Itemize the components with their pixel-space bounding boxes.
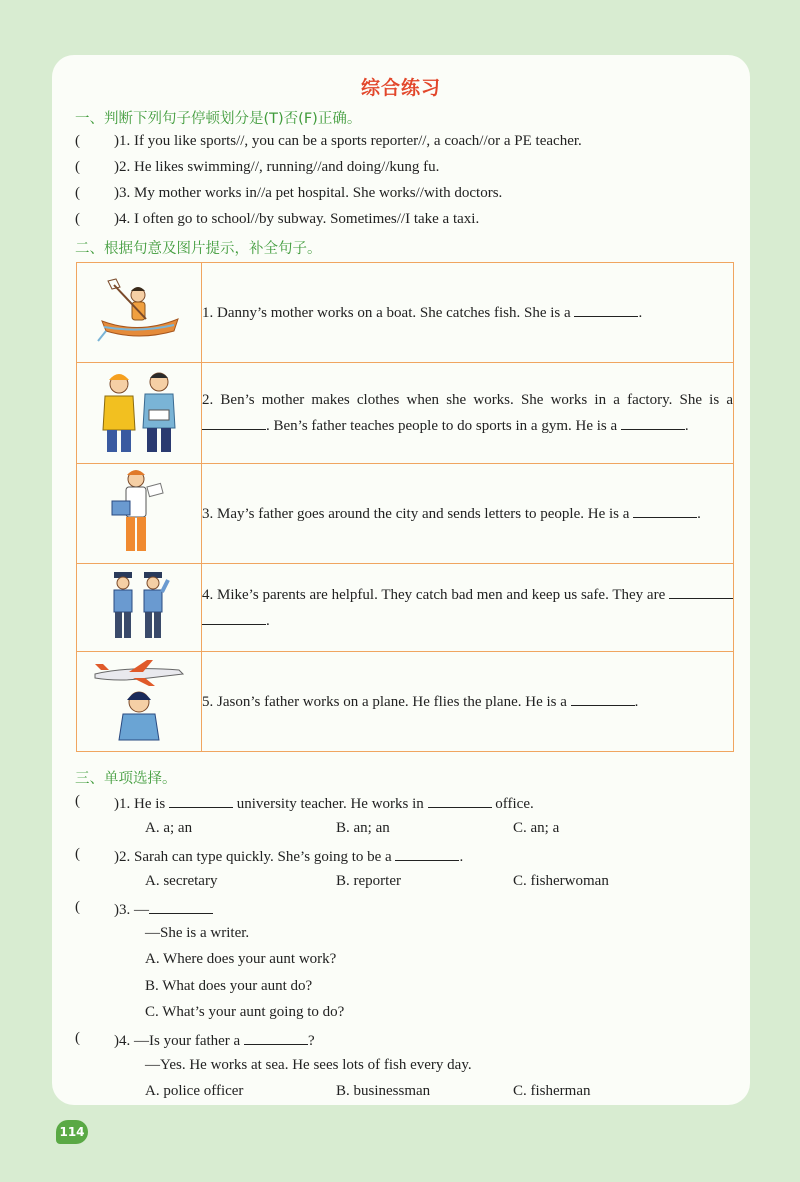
s3-q2-a: 2. Sarah can type quickly. She’s going to be a (119, 849, 392, 865)
s3-q2-option-c[interactable]: C. fisherwoman (513, 873, 609, 889)
s2-row5-text: 5. Jason’s father works on a plane. He flies the plane. He is a (202, 693, 567, 710)
answer-paren: ( (75, 899, 80, 915)
tailor-and-coach-picture (77, 363, 202, 464)
answer-blank[interactable] (395, 846, 459, 861)
answer-blank[interactable] (169, 793, 233, 808)
answer-paren: ( (75, 211, 80, 227)
answer-paren: ( (75, 793, 80, 809)
s2-row3-text: 3. May’s father goes around the city and sends letters to people. He is a (202, 505, 630, 522)
answer-paren: ( (75, 133, 80, 149)
s2-row1-text: 1. Danny’s mother works on a boat. She catches fish. She is a (202, 304, 571, 321)
answer-blank[interactable] (149, 899, 213, 914)
section3-heading: 三、单项选择。 (75, 771, 177, 787)
answer-blank[interactable] (621, 415, 685, 430)
answer-blank[interactable] (244, 1030, 308, 1045)
answer-blank[interactable] (633, 503, 697, 518)
s3-q4-option-a[interactable]: A. police officer (145, 1083, 244, 1099)
s3-q4-option-c[interactable]: C. fisherman (513, 1083, 591, 1099)
answer-blank[interactable] (202, 415, 266, 430)
s3-q3-answer-line: —She is a writer. (145, 925, 250, 941)
s2-row2-text-b: . Ben’s father teaches people to do sports in a gym. He is a (266, 418, 618, 434)
answer-blank[interactable] (202, 610, 266, 625)
worksheet-page: 综合练习 一、判断下列句子停顿划分是(T)否(F)正确。 ( )1. If you like sports//, you can be a sports reporter//, a coach//or a PE teacher. ( )2. He likes swimming//, running//and doing//kung fu. ( )3. My mother works in//a pet hospital. She works//with doctors. ( )4. I often go to school//by subway. Sometimes//I take a taxi. 二、根据句意及图片提示，补全句子。 1. Danny’s mother works on a boat. She catches fish. She is a . 2. Ben’s mother makes clothes when she works. She works in a factory. She is a . Ben’s father teaches people to do sports in a gym. He is a . 3. May’s father goes around the city and sends letters to people. He is a . 4. Mike’s parents are helpful. They catch bad men and keep us safe. They are . 5. Jason’s father works on a plane. He flies the plane. He is a . 三、单项选择。 ( )1. He is university teacher. He works in office. A. a; an B. an; an C. an; a ( )2. Sarah can type quickly. She’s going to be a . A. secretary B. reporter C. fisherwoman ( )3. — —She is a writer. A. Where does your aunt work? B. What does your aunt do? C. What’s your aunt going to do? ( )4. —Is your father a ? —Yes. He works at sea. He sees lots of fish every day. A. police officer B. businessman C. fisherman (52, 55, 750, 1105)
answer-blank[interactable] (574, 302, 638, 317)
s3-q3-option-a[interactable]: A. Where does your aunt work? (145, 951, 337, 967)
page-title: 综合练习 (357, 73, 445, 100)
postman-picture (77, 464, 202, 564)
s1-item-1: 1. If you like sports//, you can be a sports reporter//, a coach//or a PE teacher. (119, 133, 582, 149)
s3-q4-a: 4. —Is your father a (119, 1033, 241, 1049)
s2-row2-text-a: 2. Ben’s mother makes clothes when she works. She works in a factory. She is a (202, 392, 733, 408)
s3-q3-option-c[interactable]: C. What’s your aunt going to do? (145, 1004, 345, 1020)
s3-q4-option-b[interactable]: B. businessman (336, 1083, 431, 1099)
s3-q1-option-a[interactable]: A. a; an (145, 820, 193, 836)
s3-q3-option-b[interactable]: B. What does your aunt do? (145, 978, 313, 994)
section2-heading: 二、根据句意及图片提示，补全句子。 (75, 241, 322, 257)
s3-q1-option-b[interactable]: B. an; an (336, 820, 390, 836)
answer-blank[interactable] (669, 584, 733, 599)
pilot-picture (77, 652, 202, 752)
s3-q3-a: 3. — (119, 902, 149, 918)
answer-blank[interactable] (428, 793, 492, 808)
fisherwoman-picture (77, 263, 202, 363)
s3-q1-a: 1. He is (119, 796, 166, 812)
s3-q2-option-b[interactable]: B. reporter (336, 873, 401, 889)
s1-item-4: 4. I often go to school//by subway. Sometimes//I take a taxi. (119, 211, 480, 227)
police-officers-picture (77, 564, 202, 652)
section1-heading: 一、判断下列句子停顿划分是(T)否(F)正确。 (75, 111, 362, 127)
answer-paren: ( (75, 846, 80, 862)
fill-in-table: 1. Danny’s mother works on a boat. She catches fish. She is a . 2. Ben’s mother makes clothes when she works. She works in a factory. She is a . Ben’s father teaches people to do sports in a gym. He is a . 3. May’s father goes around the city and sends letters to people. He is a . 4. Mike’s parents are helpful. They catch bad men and keep us safe. They are . 5. Jason’s father works on a plane. He flies the plane. He is a . (76, 262, 734, 752)
answer-blank[interactable] (571, 691, 635, 706)
s2-row4-text: 4. Mike’s parents are helpful. They catch bad men and keep us safe. They are (202, 586, 666, 603)
s3-q4-line2: —Yes. He works at sea. He sees lots of fish every day. (145, 1057, 472, 1073)
answer-paren: ( (75, 185, 80, 201)
page-number: 114 (56, 1120, 88, 1144)
answer-paren: ( (75, 159, 80, 175)
answer-paren: ( (75, 1030, 80, 1046)
s3-q2-option-a[interactable]: A. secretary (145, 873, 218, 889)
s1-item-3: 3. My mother works in//a pet hospital. She works//with doctors. (119, 185, 503, 201)
s1-item-2: 2. He likes swimming//, running//and doing//kung fu. (119, 159, 440, 175)
s3-q1-option-c[interactable]: C. an; a (513, 820, 560, 836)
